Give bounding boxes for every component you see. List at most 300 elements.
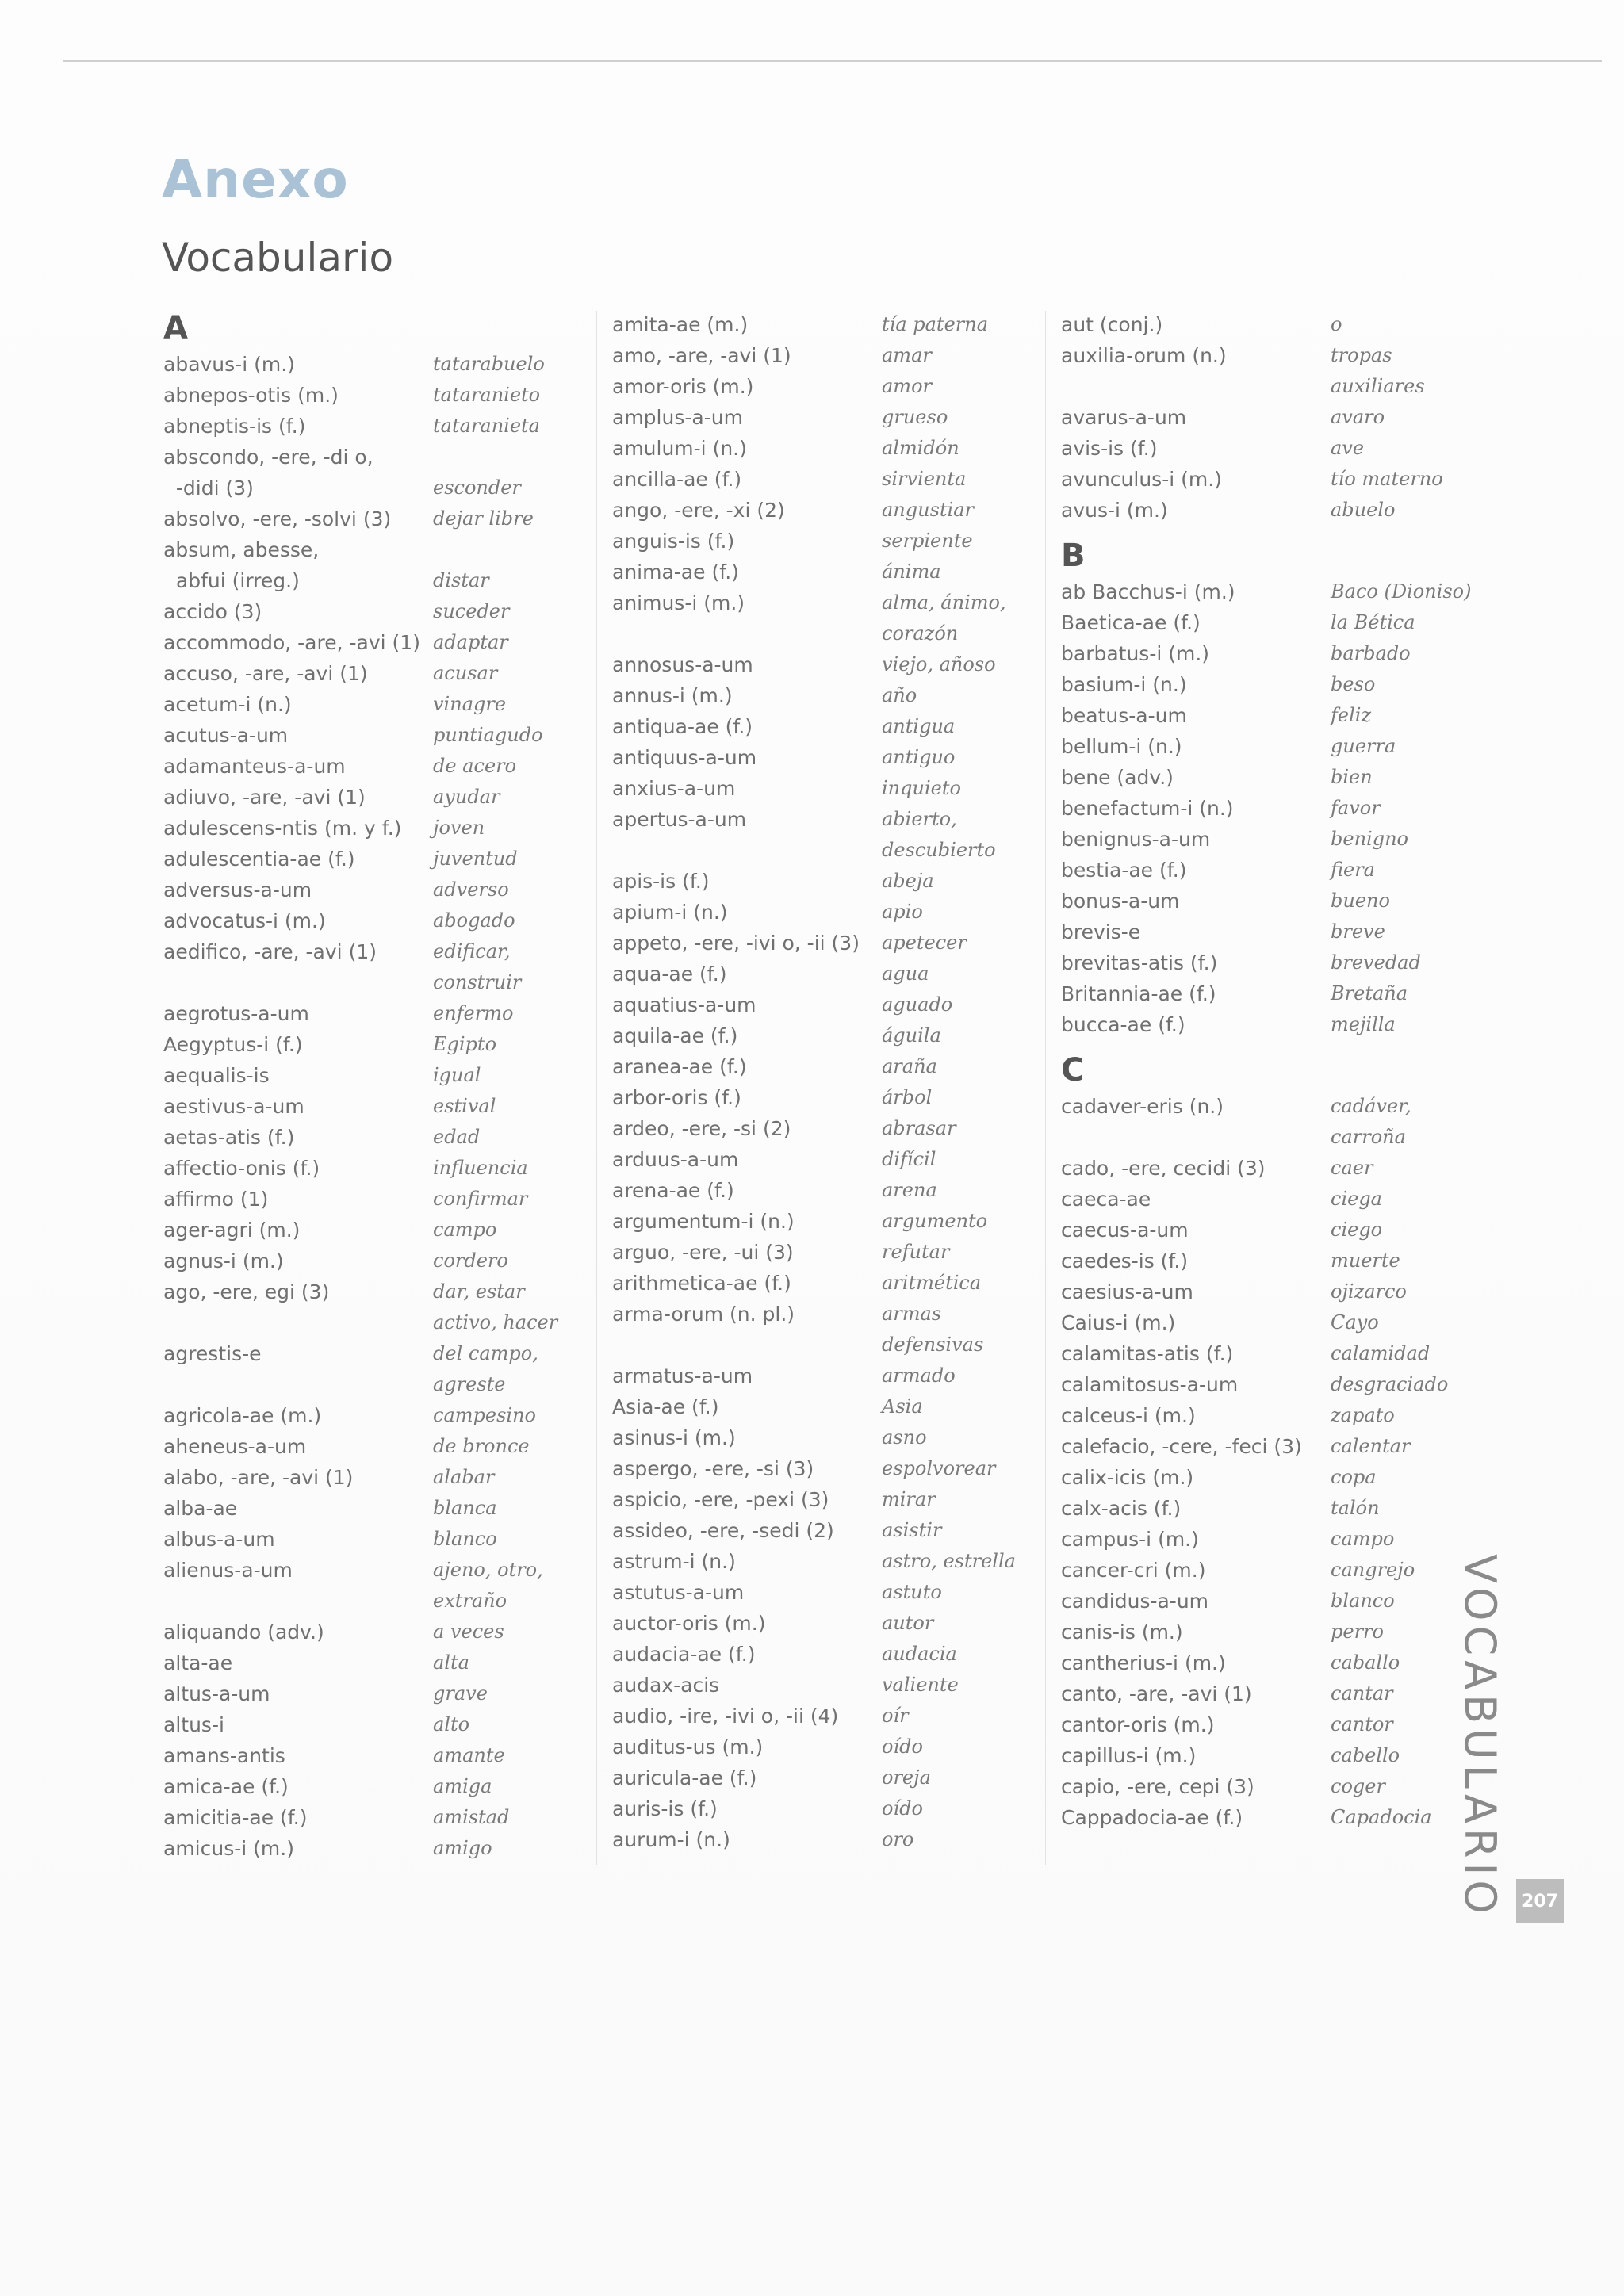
spanish-translation: Asia [882, 1395, 923, 1418]
spanish-translation: ciego [1331, 1219, 1383, 1241]
spanish-translation: cantor [1331, 1713, 1393, 1735]
spanish-translation: agua [882, 962, 929, 985]
latin-term: Aegyptus-i (f.) [163, 1033, 303, 1056]
spanish-translation: adverso [433, 878, 509, 901]
vocabulary-entry [163, 1678, 568, 1709]
latin-term: audax-acis [612, 1674, 720, 1697]
latin-term: Caius-i (m.) [1061, 1311, 1176, 1334]
spanish-translation: alta [433, 1651, 469, 1674]
spanish-translation: enfermo [433, 1002, 514, 1024]
spanish-translation: de acero [433, 755, 517, 777]
spanish-translation: alto [433, 1713, 470, 1735]
vocabulary-entry [612, 1701, 1040, 1732]
latin-term: cantherius-i (m.) [1061, 1651, 1226, 1674]
vocabulary-entry [612, 402, 1040, 433]
spanish-translation: amigo [433, 1837, 492, 1859]
vocabulary-entry [163, 1338, 568, 1369]
spanish-translation: caballo [1331, 1651, 1400, 1674]
spanish-translation: bien [1331, 766, 1373, 788]
vocabulary-entry [163, 813, 568, 844]
latin-term: calceus-i (m.) [1061, 1404, 1196, 1427]
vocabulary-entry [1061, 638, 1521, 669]
spanish-translation: amistad [433, 1806, 510, 1828]
spanish-translation: favor [1331, 797, 1381, 819]
latin-term: capio, -ere, cepi (3) [1061, 1775, 1254, 1798]
latin-term [163, 967, 433, 998]
latin-term [1061, 1122, 1331, 1153]
latin-term: calx-acis (f.) [1061, 1497, 1182, 1520]
vocabulary-entry [1061, 576, 1521, 607]
vocabulary-entry [163, 1462, 568, 1493]
latin-term: avus-i (m.) [1061, 499, 1168, 522]
latin-term: albus-a-um [163, 1528, 275, 1551]
vocabulary-entry [612, 649, 1040, 680]
latin-term: advocatus-i (m.) [163, 909, 326, 932]
spanish-translation: oír [882, 1705, 909, 1727]
vocabulary-entry [163, 658, 568, 689]
letter-heading: A [163, 310, 188, 346]
vocabulary-entry [163, 1307, 568, 1338]
spanish-translation: águila [882, 1024, 941, 1047]
vocabulary-entry [612, 340, 1040, 371]
vocabulary-entry [612, 928, 1040, 959]
vocabulary-entry [612, 557, 1040, 587]
vocabulary-entry [612, 1268, 1040, 1299]
spanish-translation: oído [882, 1735, 923, 1758]
vocabulary-entry [163, 1215, 568, 1246]
vocabulary-entry [163, 627, 568, 658]
spanish-translation: caer [1331, 1157, 1373, 1179]
vocabulary-entry [1061, 1400, 1521, 1431]
latin-term: amo, -are, -avi (1) [612, 344, 791, 367]
vocabulary-entry [612, 1608, 1040, 1639]
spanish-translation: blanco [1331, 1590, 1395, 1612]
latin-term: amicus-i (m.) [163, 1837, 294, 1860]
vocabulary-entry [163, 874, 568, 905]
latin-term: calamitosus-a-um [1061, 1373, 1239, 1396]
spanish-translation: argumento [882, 1210, 988, 1232]
latin-term: aegrotus-a-um [163, 1002, 309, 1025]
latin-term: Baetica-ae (f.) [1061, 611, 1201, 634]
vocabulary-entry [163, 998, 568, 1029]
spanish-translation: auxiliares [1331, 375, 1425, 397]
spanish-translation: feliz [1331, 704, 1372, 726]
spanish-translation: calentar [1331, 1435, 1411, 1457]
latin-term: asinus-i (m.) [612, 1426, 736, 1449]
vocabulary-entry [163, 720, 568, 751]
vocabulary-entry [163, 844, 568, 874]
latin-term: aut (conj.) [1061, 313, 1163, 336]
vocabulary-entry [163, 534, 568, 565]
latin-term: amica-ae (f.) [163, 1775, 289, 1798]
spanish-translation: blanco [433, 1528, 497, 1550]
spanish-translation: fiera [1331, 859, 1375, 881]
latin-term: -didi (3) [163, 476, 254, 499]
vocabulary-entry [163, 1060, 568, 1091]
latin-term: affectio-onis (f.) [163, 1157, 320, 1180]
vocabulary-entry [612, 618, 1040, 649]
spanish-translation: astuto [882, 1581, 942, 1603]
vocabulary-entry [1061, 607, 1521, 638]
spanish-translation: apetecer [882, 932, 967, 954]
latin-term: beatus-a-um [1061, 704, 1187, 727]
latin-term: bene (adv.) [1061, 766, 1174, 789]
spanish-translation: benigno [1331, 828, 1408, 850]
vocabulary-entry [163, 565, 568, 596]
vocabulary-entry [1061, 1091, 1521, 1122]
spanish-translation: ciega [1331, 1188, 1382, 1210]
vocabulary-entry [163, 1617, 568, 1647]
spanish-translation: coger [1331, 1775, 1385, 1797]
spanish-translation: la Bética [1331, 611, 1415, 633]
spanish-translation: corazón [882, 622, 959, 645]
spanish-translation: amor [882, 375, 932, 397]
spanish-translation: abeja [882, 870, 934, 892]
spanish-translation: juventud [433, 848, 518, 870]
spanish-translation: ajeno, otro, [433, 1559, 543, 1581]
spanish-translation: año [882, 684, 917, 706]
vocabulary-entry [163, 1493, 568, 1524]
vocabulary-entry [1061, 1338, 1521, 1369]
spanish-translation: Capadocia [1331, 1806, 1432, 1828]
latin-term: bonus-a-um [1061, 890, 1180, 913]
latin-term: abfui (irreg.) [163, 569, 300, 592]
vocabulary-entry [612, 1391, 1040, 1422]
spanish-translation: Cayo [1331, 1311, 1379, 1334]
latin-term: altus-i [163, 1713, 224, 1736]
vocabulary-entry [612, 1299, 1040, 1330]
vocabulary-entry [1061, 793, 1521, 824]
vocabulary-entry [612, 1144, 1040, 1175]
vocabulary-entry [163, 442, 568, 473]
spanish-translation: refutar [882, 1241, 950, 1263]
vocabulary-entry [1061, 700, 1521, 731]
spanish-translation: tía paterna [882, 313, 989, 335]
vocabulary-entry [1061, 855, 1521, 886]
latin-term: amans-antis [163, 1744, 285, 1767]
vocabulary-entry [612, 835, 1040, 866]
vocabulary-entry [1061, 1462, 1521, 1493]
spanish-translation: acusar [433, 662, 498, 684]
spanish-translation: Egipto [433, 1033, 497, 1055]
spanish-translation: construir [433, 971, 522, 993]
vocabulary-entry [163, 1153, 568, 1184]
latin-term: ango, -ere, -xi (2) [612, 499, 785, 522]
latin-term: accommodo, -are, -avi (1) [163, 631, 420, 654]
vocabulary-entry [1061, 309, 1521, 340]
spanish-translation: abierto, [882, 808, 957, 830]
page-number: 207 [1516, 1879, 1564, 1923]
vocabulary-entry [163, 380, 568, 411]
spanish-translation: ave [1331, 437, 1365, 459]
vocabulary-entry [1061, 495, 1521, 526]
spanish-translation: ojizarco [1331, 1280, 1407, 1303]
spanish-translation: sirvienta [882, 468, 967, 490]
vocabulary-entry [1061, 371, 1521, 402]
vocabulary-entry [612, 959, 1040, 989]
spanish-translation: audacia [882, 1643, 957, 1665]
vocabulary-entry [612, 1577, 1040, 1608]
vocabulary-entry [612, 433, 1040, 464]
spanish-translation: árbol [882, 1086, 933, 1108]
spanish-translation: muerte [1331, 1249, 1400, 1272]
spanish-translation: del campo, [433, 1342, 538, 1364]
vocabulary-entry [1061, 824, 1521, 855]
latin-term: adiuvo, -are, -avi (1) [163, 786, 366, 809]
spanish-translation: cabello [1331, 1744, 1400, 1766]
vocabulary-entry [1061, 402, 1521, 433]
latin-term: arena-ae (f.) [612, 1179, 734, 1202]
latin-term: alabo, -are, -avi (1) [163, 1466, 354, 1489]
latin-term: ancilla-ae (f.) [612, 468, 742, 491]
latin-term: amplus-a-um [612, 406, 743, 429]
latin-term: aspergo, -ere, -si (3) [612, 1457, 814, 1480]
vocabulary-entry [1061, 886, 1521, 916]
latin-term: abscondo, -ere, -di o, [163, 446, 373, 469]
vocabulary-entry [1061, 1524, 1521, 1555]
spanish-translation: aritmética [882, 1272, 982, 1294]
spanish-translation: joven [433, 817, 485, 839]
spanish-translation: astro, estrella [882, 1550, 1016, 1572]
vocabulary-entry [1061, 1153, 1521, 1184]
latin-term: audio, -ire, -ivi o, -ii (4) [612, 1705, 839, 1728]
spanish-translation: adaptar [433, 631, 508, 653]
vocabulary-entry [612, 1330, 1040, 1360]
spanish-translation: tío materno [1331, 468, 1443, 490]
latin-term: accuso, -are, -avi (1) [163, 662, 368, 685]
latin-term: canis-is (m.) [1061, 1621, 1183, 1644]
latin-term: avunculus-i (m.) [1061, 468, 1222, 491]
latin-term: aspicio, -ere, -pexi (3) [612, 1488, 829, 1511]
latin-term: astrum-i (n.) [612, 1550, 736, 1573]
vocabulary-entry [612, 1732, 1040, 1762]
latin-term: brevitas-atis (f.) [1061, 951, 1218, 974]
latin-term: aranea-ae (f.) [612, 1055, 747, 1078]
vocabulary-entry [1061, 1184, 1521, 1215]
latin-term: animus-i (m.) [612, 591, 745, 614]
spanish-translation: amante [433, 1744, 505, 1766]
spanish-translation: beso [1331, 673, 1376, 695]
latin-term: aedifico, -are, -avi (1) [163, 940, 377, 963]
vocabulary-entry [612, 866, 1040, 897]
latin-term: auris-is (f.) [612, 1797, 718, 1820]
vocabulary-entry [1061, 1122, 1521, 1153]
vocabulary-entry [612, 711, 1040, 742]
spanish-translation: cangrejo [1331, 1559, 1415, 1581]
spanish-translation: oído [882, 1797, 923, 1820]
spanish-translation: abuelo [1331, 499, 1396, 521]
spanish-translation: confirmar [433, 1188, 528, 1210]
spanish-translation: distar [433, 569, 489, 591]
latin-term [1061, 371, 1331, 402]
latin-term: affirmo (1) [163, 1188, 269, 1211]
vocabulary-entry [163, 1029, 568, 1060]
spanish-translation: avaro [1331, 406, 1385, 428]
vocabulary-entry [1061, 947, 1521, 978]
vocabulary-entry [612, 587, 1040, 618]
latin-term: barbatus-i (m.) [1061, 642, 1210, 665]
spanish-translation: almidón [882, 437, 959, 459]
vocabulary-entry [612, 1175, 1040, 1206]
vocabulary-entry [612, 464, 1040, 495]
spanish-translation: apio [882, 901, 923, 923]
latin-term [163, 1369, 433, 1400]
vocabulary-entry [163, 1184, 568, 1215]
latin-term: bestia-ae (f.) [1061, 859, 1187, 882]
spanish-translation: armas [882, 1303, 942, 1325]
vocabulary-entry [1061, 1276, 1521, 1307]
vocabulary-entry [163, 503, 568, 534]
vocabulary-entry [1061, 731, 1521, 762]
latin-term: candidus-a-um [1061, 1590, 1209, 1613]
latin-term: capillus-i (m.) [1061, 1744, 1197, 1767]
vocabulary-entry [612, 1484, 1040, 1515]
vocabulary-entry [163, 1771, 568, 1802]
spanish-translation: activo, hacer [433, 1311, 558, 1334]
latin-term: adulescentia-ae (f.) [163, 848, 355, 871]
latin-term: anima-ae (f.) [612, 561, 739, 584]
vocabulary-entry [612, 1113, 1040, 1144]
vocabulary-entry [163, 1524, 568, 1555]
latin-term: annosus-a-um [612, 653, 753, 676]
latin-term: canto, -are, -avi (1) [1061, 1682, 1252, 1705]
latin-term: agrestis-e [163, 1342, 262, 1365]
spanish-translation: campo [433, 1219, 497, 1241]
spanish-translation: serpiente [882, 530, 973, 552]
latin-term: adulescens-ntis (m. y f.) [163, 817, 402, 840]
latin-term: anguis-is (f.) [612, 530, 735, 553]
vocabulary-entry [612, 1793, 1040, 1824]
vocabulary-entry [163, 1091, 568, 1122]
vocabulary-entry [612, 773, 1040, 804]
vocabulary-entry [163, 411, 568, 442]
spanish-translation: blanca [433, 1497, 497, 1519]
latin-term [163, 1586, 433, 1617]
spanish-translation: alma, ánimo, [882, 591, 1006, 614]
latin-term: anxius-a-um [612, 777, 736, 800]
latin-term: absum, abesse, [163, 538, 320, 561]
latin-term: armatus-a-um [612, 1364, 753, 1387]
latin-term: astutus-a-um [612, 1581, 745, 1604]
latin-term: benignus-a-um [1061, 828, 1211, 851]
spanish-translation: autor [882, 1612, 934, 1634]
latin-term [163, 1307, 433, 1338]
latin-term: argumentum-i (n.) [612, 1210, 795, 1233]
latin-term: aqua-ae (f.) [612, 962, 727, 985]
spanish-translation: ayudar [433, 786, 500, 808]
spanish-translation: influencia [433, 1157, 528, 1179]
vocabulary-entry [1061, 762, 1521, 793]
latin-term: campus-i (m.) [1061, 1528, 1199, 1551]
latin-term: amicitia-ae (f.) [163, 1806, 308, 1829]
latin-term: benefactum-i (n.) [1061, 797, 1234, 820]
spanish-translation: cordero [433, 1249, 508, 1272]
latin-term: aurum-i (n.) [612, 1828, 730, 1851]
spanish-translation: campo [1331, 1528, 1395, 1550]
latin-term: aliquando (adv.) [163, 1621, 324, 1644]
latin-term: assideo, -ere, -sedi (2) [612, 1519, 834, 1542]
vocabulary-entry [612, 680, 1040, 711]
spanish-translation: de bronce [433, 1435, 530, 1457]
spanish-translation: amar [882, 344, 932, 366]
spanish-translation: vinagre [433, 693, 507, 715]
spanish-translation: grueso [882, 406, 948, 428]
letter-heading: B [1061, 538, 1086, 574]
latin-term: agricola-ae (m.) [163, 1404, 322, 1427]
spanish-translation: abrasar [882, 1117, 956, 1139]
vocabulary-entry [1061, 464, 1521, 495]
spanish-translation: Bretaña [1331, 982, 1408, 1004]
latin-term: amulum-i (n.) [612, 437, 747, 460]
vocabulary-entry [612, 1020, 1040, 1051]
latin-term [612, 618, 882, 649]
spanish-translation: brevedad [1331, 951, 1421, 974]
spanish-translation: aguado [882, 993, 953, 1016]
vocabulary-column-2 [612, 309, 1040, 1855]
latin-term: avis-is (f.) [1061, 437, 1158, 460]
vocabulary-entry [163, 349, 568, 380]
spanish-translation: ánima [882, 561, 941, 583]
latin-term: absolvo, -ere, -solvi (3) [163, 507, 392, 530]
vocabulary-entry [163, 473, 568, 503]
side-section-label: VOCABULARIO [1455, 1554, 1505, 1919]
vocabulary-entry [612, 1051, 1040, 1082]
vocabulary-entry [1061, 1369, 1521, 1400]
vocabulary-entry [612, 1515, 1040, 1546]
latin-term: Britannia-ae (f.) [1061, 982, 1216, 1005]
vocabulary-entry [163, 1586, 568, 1617]
latin-term: Asia-ae (f.) [612, 1395, 719, 1418]
vocabulary-entry [163, 1431, 568, 1462]
latin-term: auditus-us (m.) [612, 1735, 764, 1758]
vocabulary-entry [612, 1237, 1040, 1268]
vocabulary-entry [612, 1422, 1040, 1453]
spanish-translation: tataranieta [433, 415, 540, 437]
latin-term: abavus-i (m.) [163, 353, 295, 376]
spanish-translation: dar, estar [433, 1280, 525, 1303]
latin-term: brevis-e [1061, 920, 1141, 943]
spanish-translation: oreja [882, 1766, 931, 1789]
spanish-translation: tropas [1331, 344, 1392, 366]
spanish-translation: campesino [433, 1404, 536, 1426]
latin-term: apis-is (f.) [612, 870, 710, 893]
latin-term: antiqua-ae (f.) [612, 715, 753, 738]
latin-term: calix-icis (m.) [1061, 1466, 1194, 1489]
latin-term: abneptis-is (f.) [163, 415, 306, 438]
spanish-translation: dejar libre [433, 507, 534, 530]
vocabulary-entry [1061, 340, 1521, 371]
vocabulary-entry [612, 1762, 1040, 1793]
latin-term: caedes-is (f.) [1061, 1249, 1189, 1272]
latin-term: apertus-a-um [612, 808, 747, 831]
vocabulary-column-1 [163, 309, 568, 1864]
spanish-translation: talón [1331, 1497, 1380, 1519]
latin-term: bucca-ae (f.) [1061, 1013, 1185, 1036]
vocabulary-entry [612, 1360, 1040, 1391]
section-title: Anexo [162, 149, 349, 210]
vocabulary-entry [612, 309, 1040, 340]
latin-term: altus-a-um [163, 1682, 270, 1705]
spanish-translation: antiguo [882, 746, 956, 768]
vocabulary-entry [163, 1246, 568, 1276]
spanish-translation: agreste [433, 1373, 506, 1395]
latin-term: acetum-i (n.) [163, 693, 292, 716]
vocabulary-entry [612, 1082, 1040, 1113]
vocabulary-entry [163, 1709, 568, 1740]
latin-term: arbor-oris (f.) [612, 1086, 741, 1109]
spanish-translation: araña [882, 1055, 937, 1077]
spanish-translation: viejo, añoso [882, 653, 996, 675]
